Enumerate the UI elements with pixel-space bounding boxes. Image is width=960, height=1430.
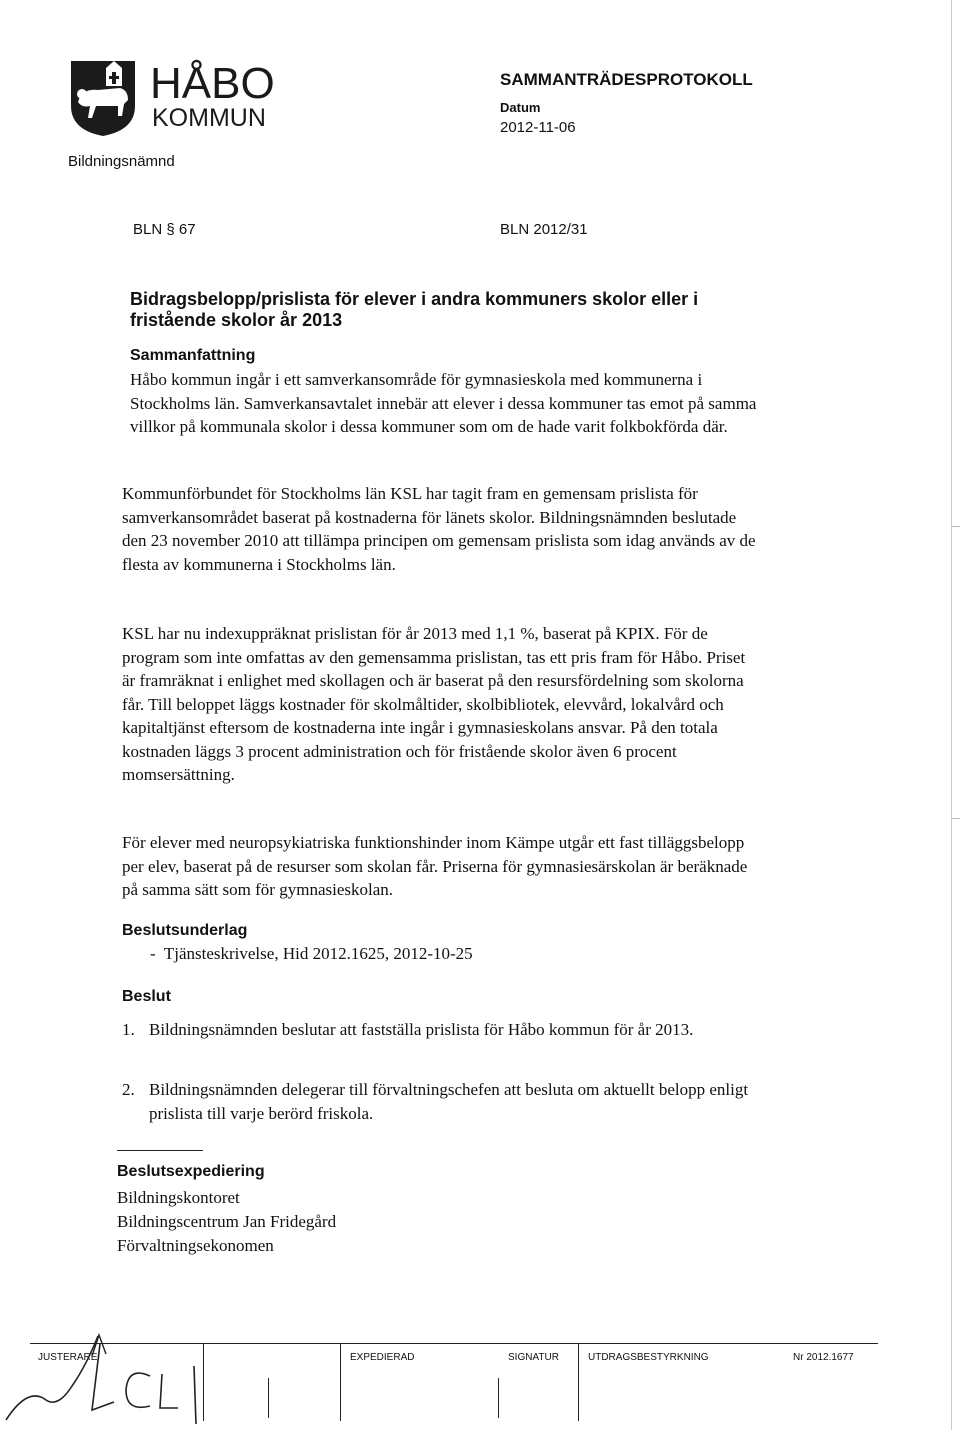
logo-wordmark: HÅBO [150,59,275,108]
dispatch-recipient: Förvaltningsekonomen [117,1236,274,1255]
footer-label-justerare: JUSTERARE [38,1352,98,1363]
summary-paragraph: Kommunförbundet för Stockholms län KSL har tagit fram en gemensam prislista för samverkansområdet baserat på kostnaderna för länets skolor. Bildningsnämnden beslutade den 23 november 2010 att tillämpa principen om gemensam prislista som idag används av de flesta av kommunerna i Stockholms län. [122,484,756,574]
paragraph-reference: BLN § 67 [133,221,196,238]
footer-label-signatur: SIGNATUR [508,1352,559,1363]
decision-number: 1. [122,1020,135,1039]
summary-paragraph: För elever med neuropsykiatriska funktionshinder inom Kämpe utgår ett fast tilläggsbelopp per elev, baserat på de resurser som skolan får. Priserna för gymnasiesärskolan är beräknade på samma sätt som för gymnasieskolan. [122,833,748,899]
basis-item: - Tjänsteskrivelse, Hid 2012.1625, 2012-10-25 [150,944,473,963]
footer-divider [578,1343,579,1421]
date-label: Datum [500,100,541,115]
committee-name: Bildningsnämnd [68,153,175,170]
summary-heading: Sammanfattning [130,347,256,364]
municipality-crest-logo [68,58,138,138]
document-type: SAMMANTRÄDESPROTOKOLL [500,70,753,89]
footer-label-expedierad: EXPEDIERAD [350,1352,415,1363]
basis-heading: Beslutsunderlag [122,922,248,939]
footer-label-utdragsbestyrkning: UTDRAGSBESTYRKNING [588,1352,709,1363]
footer-divider [340,1343,341,1421]
dispatch-recipient: Bildningskontoret [117,1188,240,1207]
page-edge [951,0,952,1430]
handwritten-initials-signature [0,1328,250,1428]
footer-divider [498,1378,499,1418]
decision-heading: Beslut [122,988,171,1005]
protocol-number: Nr 2012.1677 [793,1352,854,1363]
summary-paragraph: Håbo kommun ingår i ett samverkansområde för gymnasieskola med kommunerna i Stockholms län. Samverkansavtalet innebär att elever i dessa kommuner tas emot på samma villkor på kommunala skolor i dessa kommuner som om de hade varit folkbokförda där. [130,370,757,436]
page-edge-tick [951,526,960,527]
decision-number: 2. [122,1080,135,1099]
divider [117,1150,203,1151]
dispatch-heading: Beslutsexpediering [117,1163,265,1180]
logo-subtitle: KOMMUN [152,104,266,132]
dispatch-recipients [117,1186,336,1258]
decision-text: Bildningsnämnden delegerar till förvaltningschefen att besluta om aktuellt belopp enligt prislista till varje berörd friskola. [149,1080,749,1123]
date-value: 2012-11-06 [500,119,576,136]
dispatch-recipient: Bildningscentrum Jan Fridegård [117,1212,337,1231]
decision-item [122,1018,762,1066]
summary-paragraph: KSL har nu indexuppräknat prislistan för år 2013 med 1,1 %, baserat på KPIX. För de program som inte omfattas av den gemensamma prislistan, tas ett pris fram för Håbo. Priset är framräknat i enlighet med skollagen och är baserat på den resursfördelning som skolorna får. Till beloppet läggs kostnader för skolmåltider, skolbibliotek, elevvård, lokalvård och kapitaltjänst eftersom de kostnaderna inte ingår i gymnasieskolans ansvar. På den totala kostnaden läggs 3 procent administration och för fristående skolor även 6 procent momsersättning. [122,624,746,784]
footer-divider [268,1378,269,1418]
case-number: BLN 2012/31 [500,221,588,238]
decision-text: Bildningsnämnden beslutar att fastställa prislista för Håbo kommun för år 2013. [149,1020,694,1039]
document-title: Bidragsbelopp/prislista för elever i andra kommuners skolor eller i fristående skolor år 2013 [130,289,699,330]
decision-item [122,1078,762,1126]
page-edge-tick [951,818,960,819]
